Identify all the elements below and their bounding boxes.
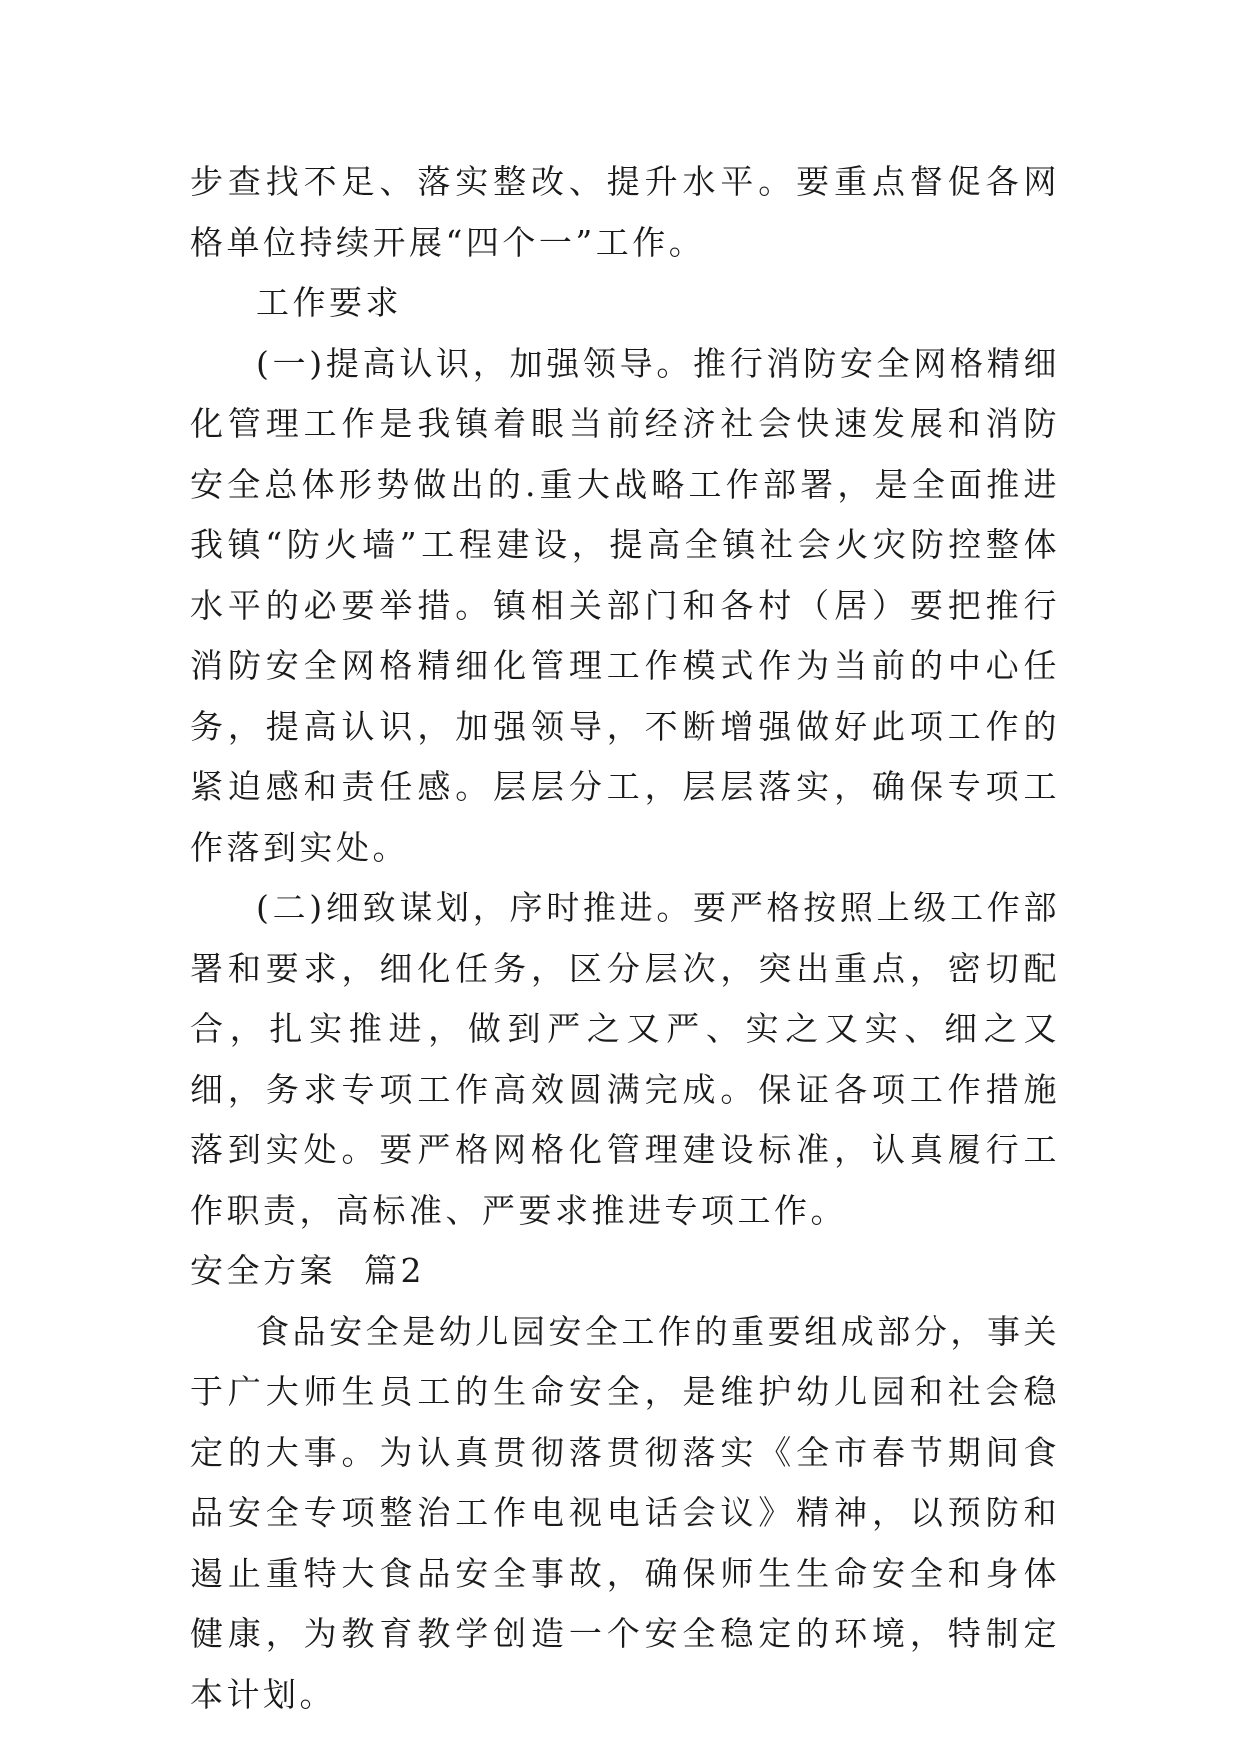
paragraph-continuation: 步查找不足、落实整改、提升水平。要重点督促各网格单位持续开展“四个一”工作。	[190, 162, 1060, 262]
paragraph-requirement-2: (二)细致谋划，序时推进。要严格按照上级工作部署和要求，细化任务，区分层次，突出重点，密切配合，扎实推进，做到严之又严、实之又实、细之又细，务求专项工作高效圆满完成。保证各项工作措施落到实处。要严格网格化管理建设标准，认真履行工作职责，高标准、严要求推进专项工作。	[190, 888, 1060, 1230]
document-body	[190, 152, 1060, 1725]
heading-work-requirements: 工作要求	[256, 283, 402, 322]
section-title: 安全方案 篇2	[190, 1251, 425, 1290]
paragraph-requirement-1: (一)提高认识，加强领导。推行消防安全网格精细化管理工作是我镇着眼当前经济社会快速发展和消防安全总体形势做出的.重大战略工作部署，是全面推进我镇“防火墙”工程建设，提高全镇社会火灾防控整体水平的必要举措。镇相关部门和各村（居）要把推行消防安全网格精细化管理工作模式作为当前的中心任务，提高认识，加强领导，不断增强做好此项工作的紧迫感和责任感。层层分工，层层落实，确保专项工作落到实处。	[190, 343, 1060, 867]
paragraph-food-safety: 食品安全是幼儿园安全工作的重要组成部分，事关于广大师生员工的生命安全，是维护幼儿园和社会稳定的大事。为认真贯彻落贯彻落实《全市春节期间食品安全专项整治工作电视电话会议》精神，以预防和遏止重特大食品安全事故，确保师生生命安全和身体健康，为教育教学创造一个安全稳定的环境，特制定本计划。	[190, 1311, 1060, 1714]
